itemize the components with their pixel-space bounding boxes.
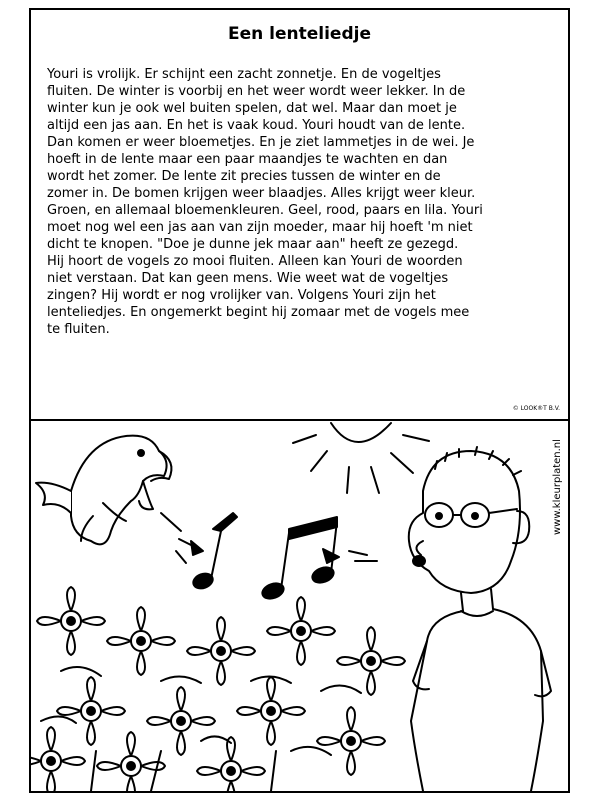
story-line: altijd een jas aan. En het is vaak koud. Youri houdt van de lente. (47, 118, 466, 133)
story-line: dicht te knopen. "Doe je dunne jek maar aan" heeft ze gezegd. (47, 237, 459, 252)
story-line: moet nog wel een jas aan van zijn moeder, maar hij hoeft 'm niet (47, 220, 473, 235)
sun-icon (293, 423, 429, 493)
story-line: lenteliedjes. En ongemerkt begint hij zomaar met de vogels mee (47, 305, 470, 320)
boy-whistling-icon (409, 447, 551, 791)
page-title: Een lenteliedje (228, 24, 371, 44)
story-line: zingen? Hij wordt er nog vrolijker van. Volgens Youri zijn het (47, 288, 436, 303)
copyright-note: © LOOK®T B.V. (512, 405, 560, 412)
story-line: niet verstaan. Dat kan geen mens. Wie weet wat de vogeltjes (47, 271, 449, 286)
story-line: fluiten. De winter is voorbij en het weer wordt weer lekker. In de (47, 84, 466, 99)
music-note-icon (191, 513, 237, 591)
story-line: Dan komen er weer bloemetjes. En je ziet lammetjes in de wei. Je (47, 135, 475, 150)
flower-icon (31, 587, 405, 791)
page-frame (29, 8, 570, 793)
story-line: Groen, en allemaal bloemenkleuren. Geel, rood, paars en lila. Youri (47, 203, 483, 218)
bird-icon (36, 436, 199, 563)
story-line: hoeft in de lente maar een paar maandjes te wachten en dan (47, 152, 448, 167)
story-line: winter kun je ook wel buiten spelen, dat wel. Maar dan moet je (47, 101, 457, 116)
story-line: te fluiten. (47, 322, 110, 337)
story-text (47, 66, 557, 338)
double-music-note-icon (260, 517, 377, 601)
website-text: www.kleurplaten.nl (552, 439, 563, 535)
story-line: Youri is vrolijk. Er schijnt een zacht zonnetje. En de vogeltjes (47, 67, 441, 82)
coloring-illustration (31, 421, 568, 791)
story-line: zomer in. De bomen krijgen weer blaadjes. Alles krijgt weer kleur. (47, 186, 476, 201)
story-line: wordt het zomer. De lente zit precies tussen de winter en de (47, 169, 441, 184)
story-line: Hij hoort de vogels zo mooi fluiten. Alleen kan Youri de woorden (47, 254, 463, 269)
